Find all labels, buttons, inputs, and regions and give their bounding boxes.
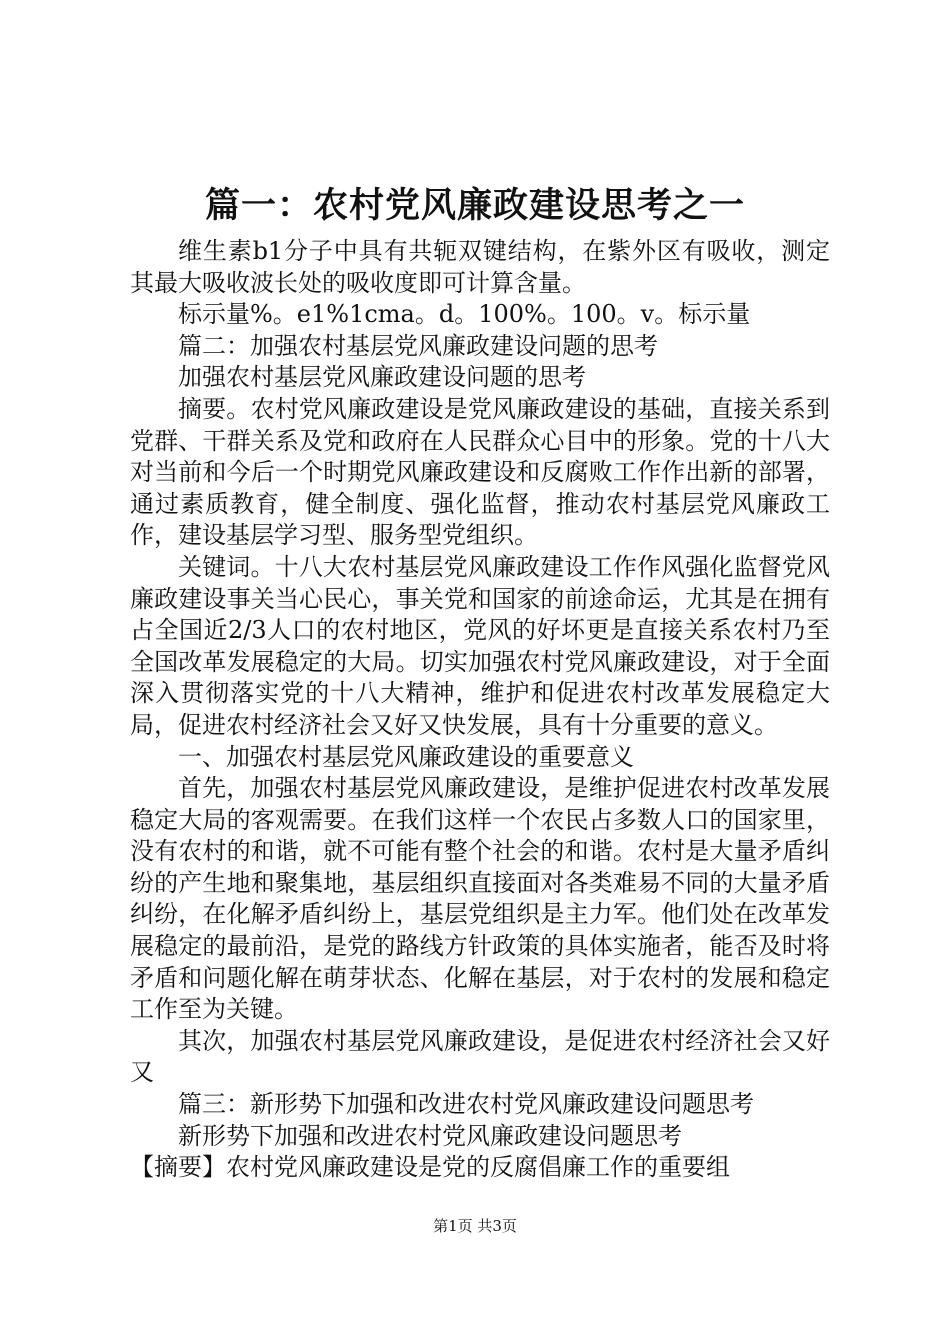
section-heading-part-two: 篇二：加强农村基层党风廉政建设问题的思考 [178,331,658,360]
article-title-part-three: 新形势下加强和改进农村党风廉政建设问题思考 [178,1121,682,1150]
section-heading-significance: 一、加强农村基层党风廉政建设的重要意义 [178,742,634,771]
article-title-part-two: 加强农村基层党风廉政建设问题的思考 [178,363,586,392]
page-footer: 第1页 共3页 [433,1217,517,1235]
paragraph-vitamin-b1: 维生素b1分子中具有共轭双键结构，在紫外区有吸收，测定其最大吸收波长处的吸收度即可计算含量。 [130,237,830,297]
section-heading-part-three: 篇三：新形势下加强和改进农村党风廉政建设问题思考 [178,1090,754,1119]
paragraph-formula: 标示量%。e1%1cma。d。100%。100。v。标示量 [178,300,751,329]
paragraph-abstract-part-three: 【摘要】农村党风廉政建设是党的反腐倡廉工作的重要组 [130,1153,730,1182]
document-title: 篇一：农村党风廉政建设思考之一 [204,185,745,226]
document-body [130,236,830,1184]
paragraph-keywords: 关键词。十八大农村基层党风廉政建设工作作风强化监督党风廉政建设事关当心民心，事关党和国家的前途命运，尤其是在拥有占全国近2/3人口的农村地区，党风的好坏更是直接关系农村乃至全国改革发展稳定的大局。切实加强农村党风廉政建设，对于全面深入贯彻落实党的十八大精神，维护和促进农村改革发展稳定大局，促进农村经济社会又好又快发展，具有十分重要的意义。 [130,552,830,739]
paragraph-first-point: 首先，加强农村基层党风廉政建设，是维护促进农村改革发展稳定大局的客观需要。在我们这样一个农民占多数人口的国家里，没有农村的和谐，就不可能有整个社会的和谐。农村是大量矛盾纠纷的产生地和聚集地，基层组织直接面对各类难易不同的大量矛盾纠纷，在化解矛盾纠纷上，基层党组织是主力军。他们处在改革发展稳定的最前沿，是党的路线方针政策的具体实施者，能否及时将矛盾和问题化解在萌芽状态、化解在基层，对于农村的发展和稳定工作至为关键。 [130,774,830,1024]
paragraph-second-point: 其次，加强农村基层党风廉政建设，是促进农村经济社会又好又 [130,1026,830,1087]
paragraph-abstract: 摘要。农村党风廉政建设是党风廉政建设的基础，直接关系到党群、干群关系及党和政府在人民群众心目中的形象。党的十八大对当前和今后一个时期党风廉政建设和反腐败工作作出新的部署，通过素质教育，健全制度、强化监督，推动农村基层党风廉政工作，建设基层学习型、服务型党组织。 [130,394,830,550]
